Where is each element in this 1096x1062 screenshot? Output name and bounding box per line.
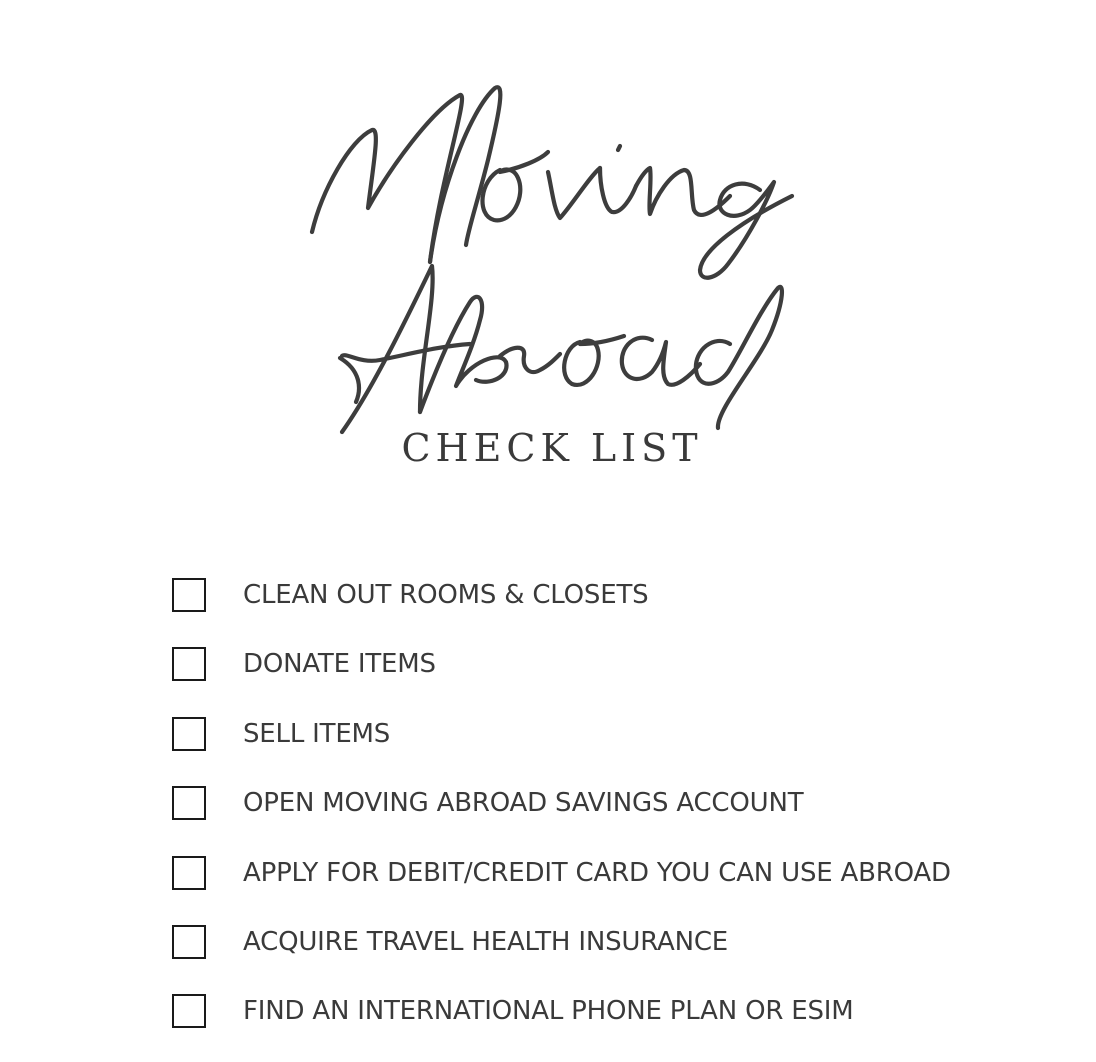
title-block [0, 0, 1096, 480]
checkbox[interactable] [172, 578, 206, 612]
checklist-item[interactable] [172, 645, 1072, 714]
checklist-item-label: SELL ITEMS [243, 718, 391, 749]
checkbox[interactable] [172, 786, 206, 820]
checklist-item-label: OPEN MOVING ABROAD SAVINGS ACCOUNT [243, 788, 804, 819]
checklist-item-label: CLEAN OUT ROOMS & CLOSETS [243, 580, 649, 610]
checkbox[interactable] [172, 994, 206, 1028]
checklist-item-label: APPLY FOR DEBIT/CREDIT CARD YOU CAN USE ABROAD [243, 857, 951, 888]
checklist-item[interactable] [172, 784, 1072, 853]
script-word-moving [312, 87, 792, 278]
checklist-item-label: DONATE ITEMS [243, 649, 436, 680]
checklist-item[interactable] [172, 715, 1072, 784]
checklist-item-label: FIND AN INTERNATIONAL PHONE PLAN OR ESIM [243, 996, 854, 1027]
checklist-item[interactable] [172, 576, 1072, 645]
checkbox[interactable] [172, 925, 206, 959]
checkbox[interactable] [172, 717, 206, 751]
checklist-item[interactable] [172, 854, 1072, 923]
checklist-item[interactable] [172, 992, 1072, 1061]
script-word-abroad [340, 266, 782, 432]
checkbox[interactable] [172, 647, 206, 681]
checklist-item-label: ACQUIRE TRAVEL HEALTH INSURANCE [243, 926, 729, 957]
checklist-item[interactable] [172, 923, 1072, 992]
subtitle: CHECK LIST [401, 426, 703, 470]
script-title-artwork [0, 0, 1096, 480]
checkbox[interactable] [172, 856, 206, 890]
checklist [172, 576, 1072, 1062]
